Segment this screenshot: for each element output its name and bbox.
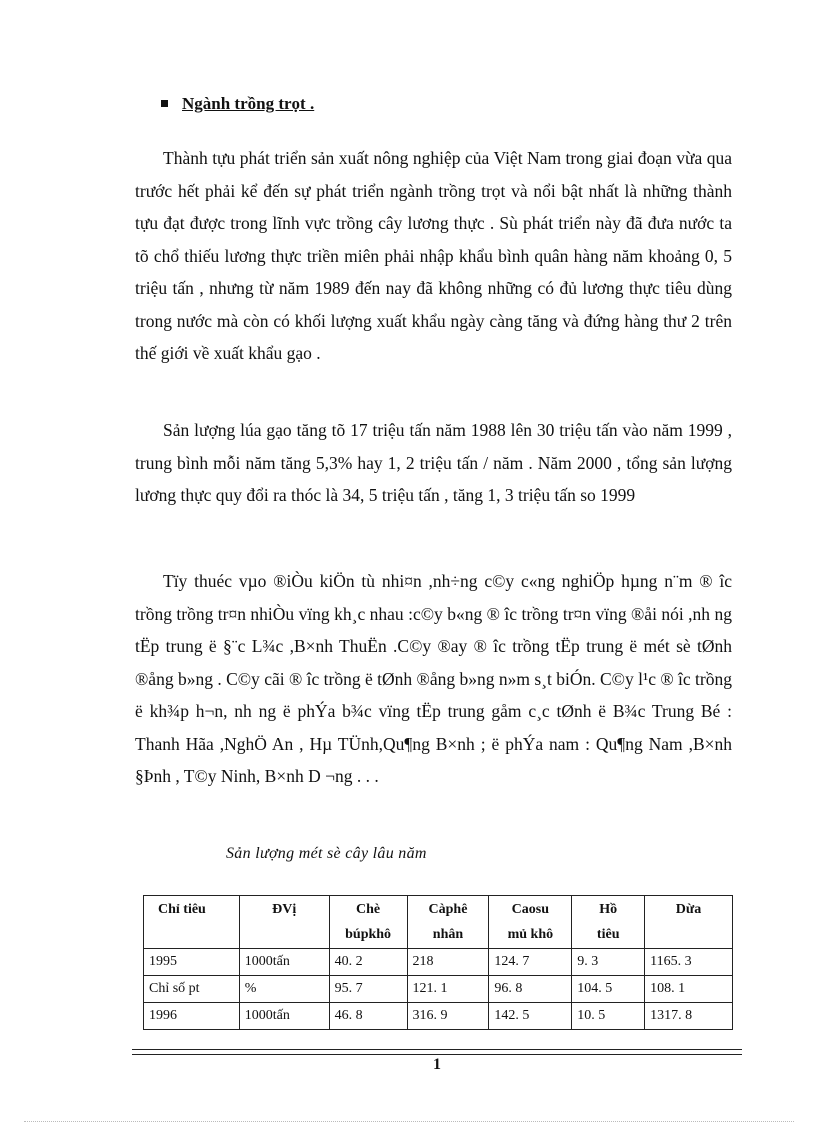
footer-rule-top [132,1049,742,1050]
table-cell: 95. 7 [329,976,407,1003]
table-row [144,949,733,976]
col-header-pepper: Hồ tiêu [572,896,645,949]
section-heading-text: Ngành trồng trọt . [182,94,315,113]
table-cell: 108. 1 [645,976,733,1003]
col-header-indicator: Chỉ tiêu [144,896,240,949]
table-cell: 1995 [144,949,240,976]
table-cell: % [239,976,329,1003]
paragraph-3: Tïy thuéc vµo ®iÒu kiÖn tù nhi¤n ,nh÷ng c©y c«ng nghiÖp hµng n¨m ® îc trồng trồng tr¤n nhiÒu vïng kh¸c nhau :c©y b«ng ® îc trồng tr¤n vïng ®åi nói ,nh ng tËp trung ë §¨c L¾c ,B×nh ThuËn .C©y ®ay ® îc trồng tËp trung ë mét sè tØnh ®ång b»ng . C©y cãi ® îc trồng ë tØnh ®ång b»ng n»m s¸t biÓn. C©y l¹c ® îc trồng ë kh¾p h¬n, nh ng ë phÝa b¾c vïng tËp trung gåm c¸c tØnh ë B¾c Trung Bé : Thanh Hãa ,NghÖ An , Hµ TÜnh,Qu¶ng B×nh ; ë phÝa nam : Qu¶ng Nam ,B×nh §Þnh , T©y Ninh, B×nh D ¬ng . . . [135,571,732,786]
col-header-tea: Chè búpkhô [329,896,407,949]
table-cell: 1317. 8 [645,1003,733,1030]
table-cell: 10. 5 [572,1003,645,1030]
page-number: 1 [433,1056,441,1073]
table-cell: 40. 2 [329,949,407,976]
table-cell: 218 [407,949,489,976]
table-cell: 104. 5 [572,976,645,1003]
page-edge-divider [24,1121,794,1122]
table-cell: 96. 8 [489,976,572,1003]
table-cell: 1000tấn [239,1003,329,1030]
table-cell: 316. 9 [407,1003,489,1030]
footer-rule-bottom [132,1054,742,1055]
table-caption: Sản lượng mét sè cây lâu năm [226,845,427,862]
table-cell: 124. 7 [489,949,572,976]
table-cell: 142. 5 [489,1003,572,1030]
table-cell: 46. 8 [329,1003,407,1030]
table-row [144,1003,733,1030]
table-cell: 121. 1 [407,976,489,1003]
bullet-icon [161,100,168,107]
table-header-row [144,896,733,949]
col-header-coffee: Càphê nhân [407,896,489,949]
paragraph-2: Sản lượng lúa gạo tăng tõ 17 triệu tấn năm 1988 lên 30 triệu tấn vào năm 1999 , trung bình mỗi năm tăng 5,3% hay 1, 2 triệu tấn / năm . Năm 2000 , tổng sản lượng lương thực quy đổi ra thóc là 34, 5 triệu tấn , tăng 1, 3 triệu tấn so 1999 [135,420,732,505]
crop-output-table [143,895,733,1030]
table-cell: 1165. 3 [645,949,733,976]
section-heading [161,94,314,114]
col-header-coconut: Dừa [645,896,733,949]
col-header-unit: ĐVị [239,896,329,949]
paragraph-1: Thành tựu phát triển sản xuất nông nghiệp của Việt Nam trong giai đoạn vừa qua trước hết phải kể đến sự phát triển ngành trồng trọt và nổi bật nhất là những thành tựu đạt được trong lĩnh vực trồng cây lương thực . Sù phát triển này đã đưa nước ta tõ chổ thiếu lương thực triền miên phải nhập khẩu bình quân hàng năm khoảng 0, 5 triệu tấn , nhưng từ năm 1989 đến nay đã không những có đủ lương thực tiêu dùng trong nước mà còn có khối lượng xuất khẩu ngày càng tăng và đứng hàng thư 2 trên thế giới về xuất khẩu gạo . [135,148,732,363]
table-row [144,976,733,1003]
table-cell: 1996 [144,1003,240,1030]
col-header-rubber: Caosu mủ khô [489,896,572,949]
table-cell: 9. 3 [572,949,645,976]
table-cell: 1000tấn [239,949,329,976]
table-cell: Chỉ số pt [144,976,240,1003]
